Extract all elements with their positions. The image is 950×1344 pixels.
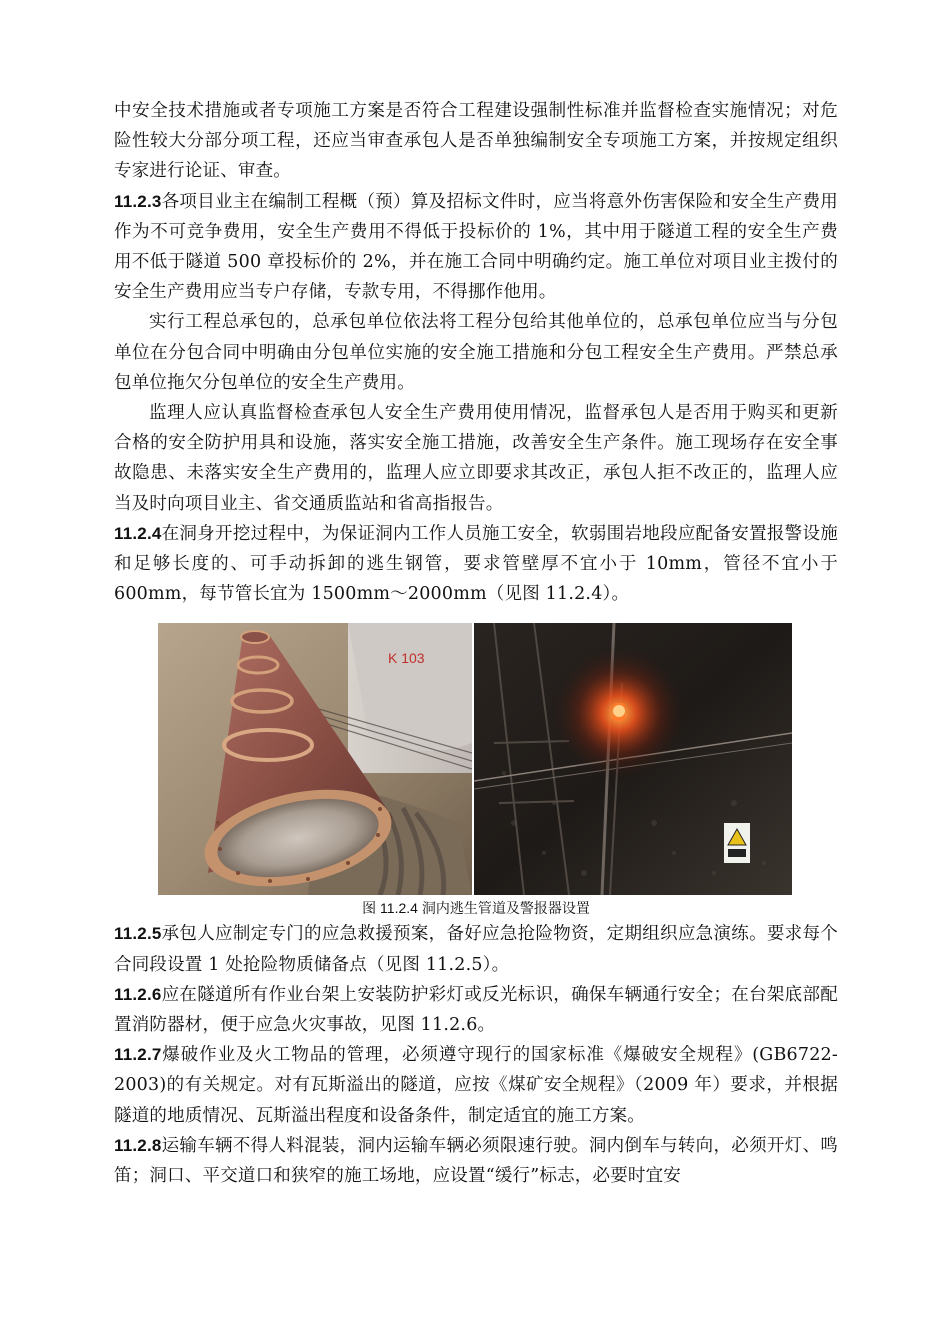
document-page (114, 96, 838, 1191)
svg-text:K 103: K 103 (388, 650, 425, 667)
paragraph-text: 中安全技术措施或者专项施工方案是否符合工程建设强制性标准并监督检查实施情况；对危险性较大分部分项工程，还应当审查承包人是否单独编制安全专项施工方案，并按规定组织专家进行论证、审查。 (114, 101, 838, 182)
figure-caption: 图 11.2.4 洞内逃生管道及警报器设置 (362, 900, 590, 917)
section-11-2-8 (114, 1131, 838, 1191)
escape-pipe-photo (158, 623, 472, 895)
paragraph-text: 实行工程总承包的，总承包单位依法将工程分包给其他单位的，总承包单位应当与分包单位在分包合同中明确由分包单位实施的安全施工措施和分包工程安全生产费用。严禁总承包单位拖欠分包单位的安全生产费用。 (114, 312, 838, 393)
section-number: 11.2.5 (114, 924, 162, 944)
section-number: 11.2.8 (114, 1135, 162, 1155)
paragraph-text: 各项目业主在编制工程概（预）算及招标文件时，应当将意外伤害保险和安全生产费用作为不可竞争费用，安全生产费用不得低于投标价的 1%，其中用于隧道工程的安全生产费用不低于隧道 500 章投标价的 2%，并在施工合同中明确约定。施工单位对项目业主拨付的安全生产费用应当专户存储，专款专用，不得挪作他用。 (114, 191, 838, 303)
paragraph-supervisor (114, 398, 838, 519)
paragraph-general-contract (114, 307, 838, 398)
tunnel-alarm-light-photo (474, 623, 792, 895)
section-number: 11.2.6 (114, 984, 162, 1004)
section-number: 11.2.3 (114, 191, 162, 211)
figure-11-2-4 (158, 623, 792, 895)
paragraph-text: 监理人应认真监督检查承包人安全生产费用使用情况，监督承包人是否用于购买和更新合格的安全防护用具和设施，落实安全施工措施，改善安全生产条件。施工现场存在安全事故隐患、未落实安全生产费用的，监理人应立即要求其改正，承包人拒不改正的，监理人应当及时向项目业主、省交通质监站和省高指报告。 (114, 403, 838, 514)
section-number: 11.2.7 (114, 1045, 162, 1065)
section-11-2-4 (114, 519, 838, 610)
section-11-2-6 (114, 980, 838, 1040)
paragraph-text: 承包人应制定专门的应急救援预案，备好应急抢险物资，定期组织应急演练。要求每个合同段设置 1 处抢险物质储备点（见图 11.2.5）。 (114, 924, 838, 975)
section-11-2-7 (114, 1040, 838, 1131)
paragraph-text: 在洞身开挖过程中，为保证洞内工作人员施工安全，软弱围岩地段应配备安置报警设施和足够长度的、可手动拆卸的逃生钢管，要求管壁厚不宜小于 10mm，管径不宜小于 600mm，每节管长宜为 1500mm～2000mm（见图 11.2.4）。 (114, 523, 838, 605)
paragraph-text: 应在隧道所有作业台架上安装防护彩灯或反光标识，确保车辆通行安全；在台架底部配置消防器材，便于应急火灾事故，见图 11.2.6。 (114, 984, 838, 1036)
paragraph-continued (114, 96, 838, 187)
section-11-2-5 (114, 919, 838, 979)
section-number: 11.2.4 (114, 523, 162, 543)
section-11-2-3 (114, 187, 838, 308)
paragraph-text: 爆破作业及火工物品的管理，必须遵守现行的国家标准《爆破安全规程》(GB6722-2003)的有关规定。对有瓦斯溢出的隧道，应按《煤矿安全规程》（2009 年）要求，并根据隧道的地质情况、瓦斯溢出程度和设备条件，制定适宜的施工方案。 (114, 1045, 838, 1126)
paragraph-text: 运输车辆不得人料混装，洞内运输车辆必须限速行驶。洞内倒车与转向，必须开灯、鸣笛；洞口、平交道口和狭窄的施工场地，应设置“缓行”标志，必要时宜安 (114, 1135, 838, 1187)
